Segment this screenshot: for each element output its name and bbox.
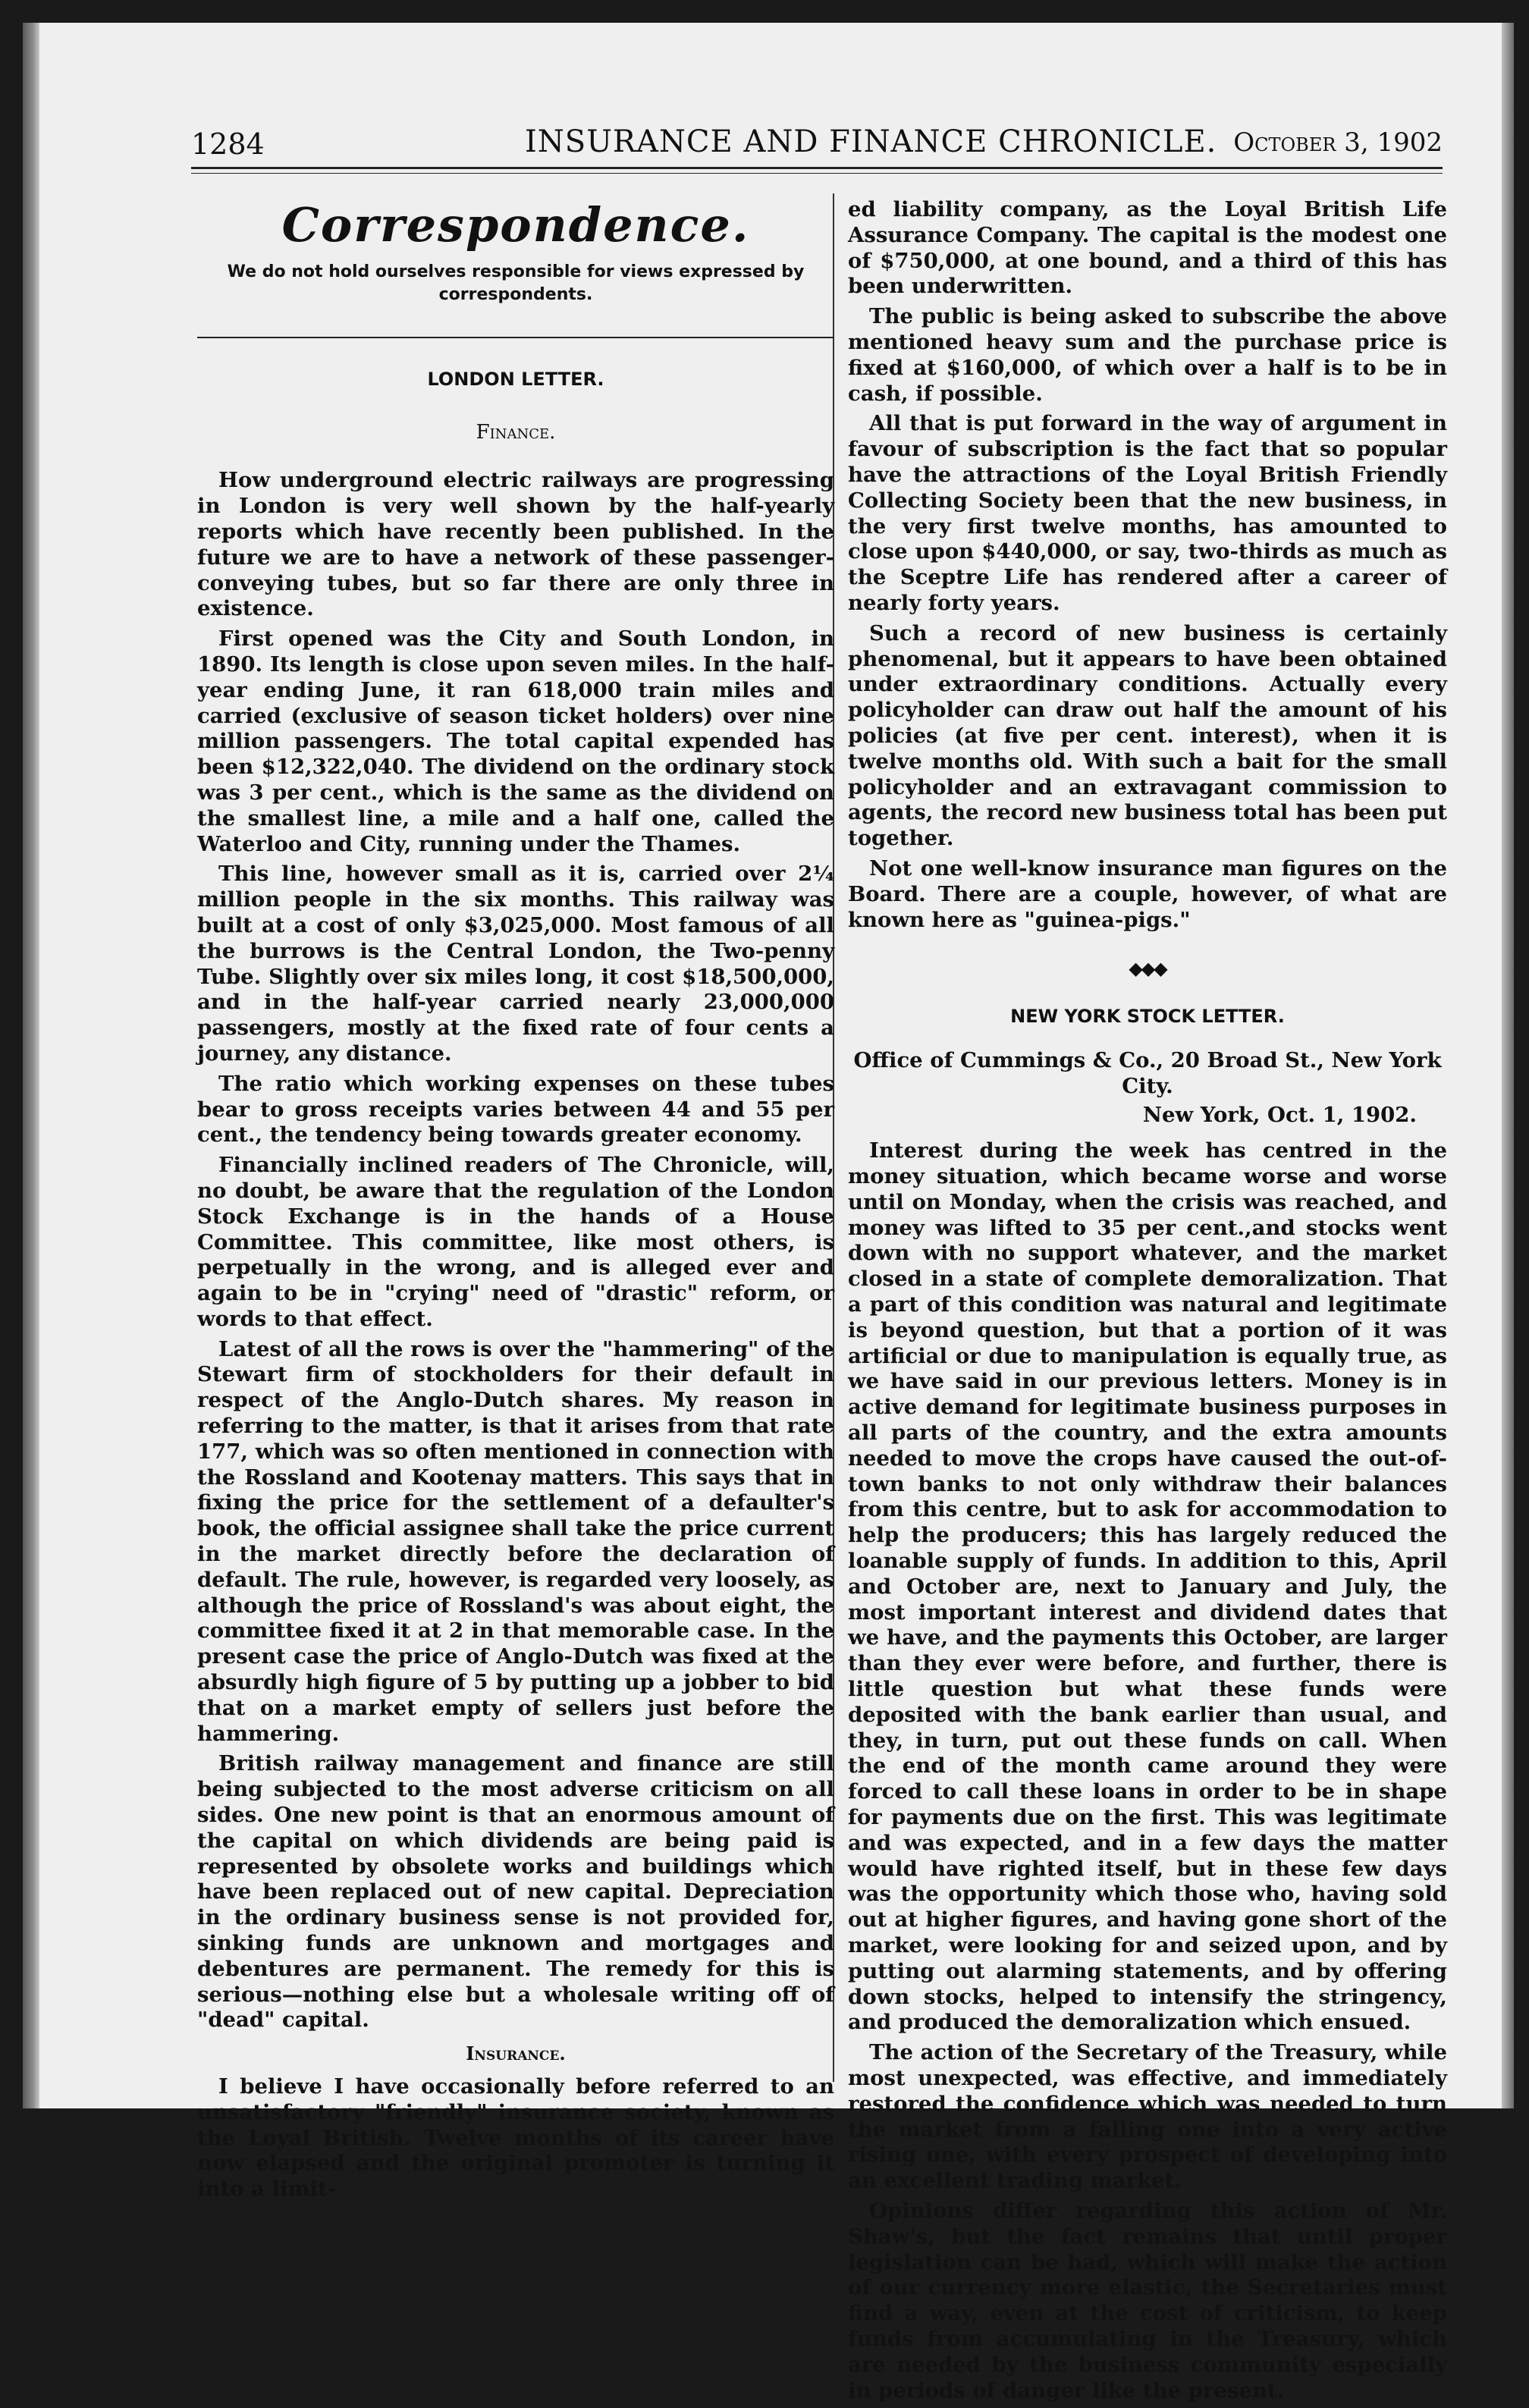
paragraph: ed liability company, as the Loyal British Life Assurance Company. The capital is the modest one of $750,000, at one bound, and a third of this has been underwritten. xyxy=(848,197,1447,299)
paragraph: British railway management and finance are still being subjected to the most adverse criticism on all sides. One new point is that an enormous amount of the capital on which dividends are being paid is represented by obsolete works and buildings which have been replaced out of new capital. Depreciation in the ordinary business sense is not provided for, sinking funds are unknown and mortgages and debentures are permanent. The remedy for this is serious—nothing else but a wholesale writing off of "dead" capital. xyxy=(197,1751,834,2033)
london-letter-heading: LONDON LETTER. xyxy=(427,368,604,390)
paragraph: Latest of all the rows is over the "hammering" of the Stewart firm of stockholders for their default in respect of the Anglo-Dutch shares. My reason in referring to the matter, is that it arises from that rate 177, which was so often mentioned in connection with the Rossland and Kootenay matters. This says that in fixing the price for the settlement of a defaulter's book, the official assignee shall take the price current in the market directly before the declaration of default. The rule, however, is regarded very loosely, as although the price of Rossland's was about eight, the committee fixed it at 2 in that memorable case. In the present case the price of Anglo-Dutch was fixed at the absurdly high figure of 5 by putting up a jobber to bid that on a market empty of sellers just before the hammering. xyxy=(197,1336,834,1746)
page-header xyxy=(191,114,1443,159)
page xyxy=(23,23,1514,2403)
paragraph: Interest during the week has centred in the money situation, which became worse and worse until on Monday, when the crisis was reached, and money was lifted to 35 per cent.,and stocks went down with no support whatever, and the market closed in a state of complete demoralization. That a part of this condition was natural and legitimate is beyond question, but that a portion of it was artificial or due to manipulation is equally true, as we have said in our previous letters. Money is in active demand for legitimate business purposes in all parts of the country, and the extra amounts needed to move the crops have caused the out-of-town banks to not only withdraw their balances from this centre, but to ask for accommodation to help the producers; this has largely reduced the loanable supply of funds. In addition to this, April and October are, next to January and July, the most important interest and dividend dates that we have, and the payments this October, are larger than they ever were before, and further, there is little question but what these funds were deposited with the bank earlier than usual, and they, in turn, put out these funds on call. When the end of the month came around they were forced to call these loans in order to be in shape for payments due on the first. This was legitimate and was expected, and in a few days the matter would have righted itself, but in these few days was the opportunity which those who, having sold out at higher figures, and having gone short of the market, were looking for and seized upon, and by putting out alarming statements, and by offering down stocks, helped to intensify the stringency, and produced the demoralization which ensued. xyxy=(848,1138,1447,2035)
paragraph: Financially inclined readers of The Chronicle, will, no doubt, be aware that the regulation of the London Stock Exchange is in the hands of a House Committee. This committee, like most others, is perpetually in the wrong, and is alleged ever and again to be in "crying" need of "drastic" reform, or words to that effect. xyxy=(197,1153,834,1331)
finance-subhead: Finance. xyxy=(476,420,556,444)
header-rule-thin xyxy=(191,173,1443,174)
book-spine xyxy=(23,23,39,2108)
paragraph: Not one well-know insurance man figures on the Board. There are a couple, however, of what are known here as "guinea-pigs." xyxy=(848,856,1447,932)
ornament-divider: ◆◆◆ xyxy=(1129,957,1166,980)
dateline: New York, Oct. 1, 1902. xyxy=(1142,1102,1417,1127)
paragraph: The action of the Secretary of the Treasury, while most unexpected, was effective, and immediately restored the confidence which was needed to turn the market from a falling one into a very active rising one, with every prospect of developing into an excellent trading market. xyxy=(848,2040,1447,2193)
paragraph: Such a record of new business is certainly phenomenal, but it appears to have been obtained under extraordinary conditions. Actually every policyholder can draw out half the amount of his policies (at five per cent. interest), when it is twelve months old. With such a bait for the small policyholder and an extravagant commission to agents, the record new business total has been put together. xyxy=(848,620,1447,851)
issue-date: October 3, 1902 xyxy=(1233,127,1443,158)
paragraph: The public is being asked to subscribe the above mentioned heavy sum and the purchase price is fixed at $160,000, of which over a half is to be in cash, if possible. xyxy=(848,304,1447,406)
page-edge xyxy=(1502,23,1514,2108)
page-number: 1284 xyxy=(191,127,265,161)
ny-letter-heading: NEW YORK STOCK LETTER. xyxy=(1010,1006,1285,1028)
paragraph: How underground electric railways are progressing in London is very well shown by the half-yearly reports which have recently been published. In the future we are to have a network of these passenger-conveying tubes, but so far there are only three in existence. xyxy=(197,468,834,621)
paragraph: First opened was the City and South London, in 1890. Its length is close upon seven miles. In the half-year ending June, it ran 618,000 train miles and carried (exclusive of season ticket holders) over nine million passengers. The total capital expended has been $12,322,040. The dividend on the ordinary stock was 3 per cent., which is the same as the dividend on the smallest line, a mile and a half one, called the Waterloo and City, running under the Thames. xyxy=(197,626,834,856)
section-title: Correspondence. xyxy=(281,197,750,253)
paragraph: I believe I have occasionally before referred to an unsatisfactory "friendly" insurance society, known as the Loyal British. Twelve months of its career have now elapsed and the original promoter is turning it into a limit- xyxy=(197,2074,834,2202)
divider xyxy=(197,337,834,338)
paragraph: The ratio which working expenses on these tubes bear to gross receipts varies between 44 and 55 per cent., the tendency being towards greater economy. xyxy=(197,1071,834,1147)
journal-title: INSURANCE AND FINANCE CHRONICLE. xyxy=(525,124,1217,159)
paragraph: This line, however small as it is, carried over 2¼ million people in the six months. This railway was built at a cost of only $3,025,000. Most famous of all the burrows is the Central London, the Two-penny Tube. Slightly over six miles long, it cost $18,500,000, and in the half-year carried nearly 23,000,000 passengers, mostly at the fixed rate of four cents a journey, any distance. xyxy=(197,862,834,1066)
paragraph: Opinions differ regarding this action of Mr. Shaw's, but the fact remains that until proper legislation can be had, which will make the action of our currency more elastic, the Secretaries must find a way, even at the cost of criticism, to keep funds from accumulating in the Treasury, which are needed by the business community especially in periods of danger like the present. xyxy=(848,2198,1447,2403)
header-rule xyxy=(191,167,1443,169)
paragraph: All that is put forward in the way of argument in favour of subscription is the fact that so popular have the attractions of the Loyal British Friendly Collecting Society been that the new business, in the very first twelve months, has amounted to close upon $440,000, or say, two-thirds as much as the Sceptre Life has rendered after a career of nearly forty years. xyxy=(848,411,1447,615)
column-right xyxy=(848,197,1447,2408)
insurance-subhead: Insurance. xyxy=(466,2042,566,2065)
column-left xyxy=(197,197,834,2207)
office-line: Office of Cummings & Co., 20 Broad St., New York City. xyxy=(853,1047,1442,1098)
disclaimer: We do not hold ourselves responsible for views expressed by correspondents. xyxy=(227,262,805,304)
